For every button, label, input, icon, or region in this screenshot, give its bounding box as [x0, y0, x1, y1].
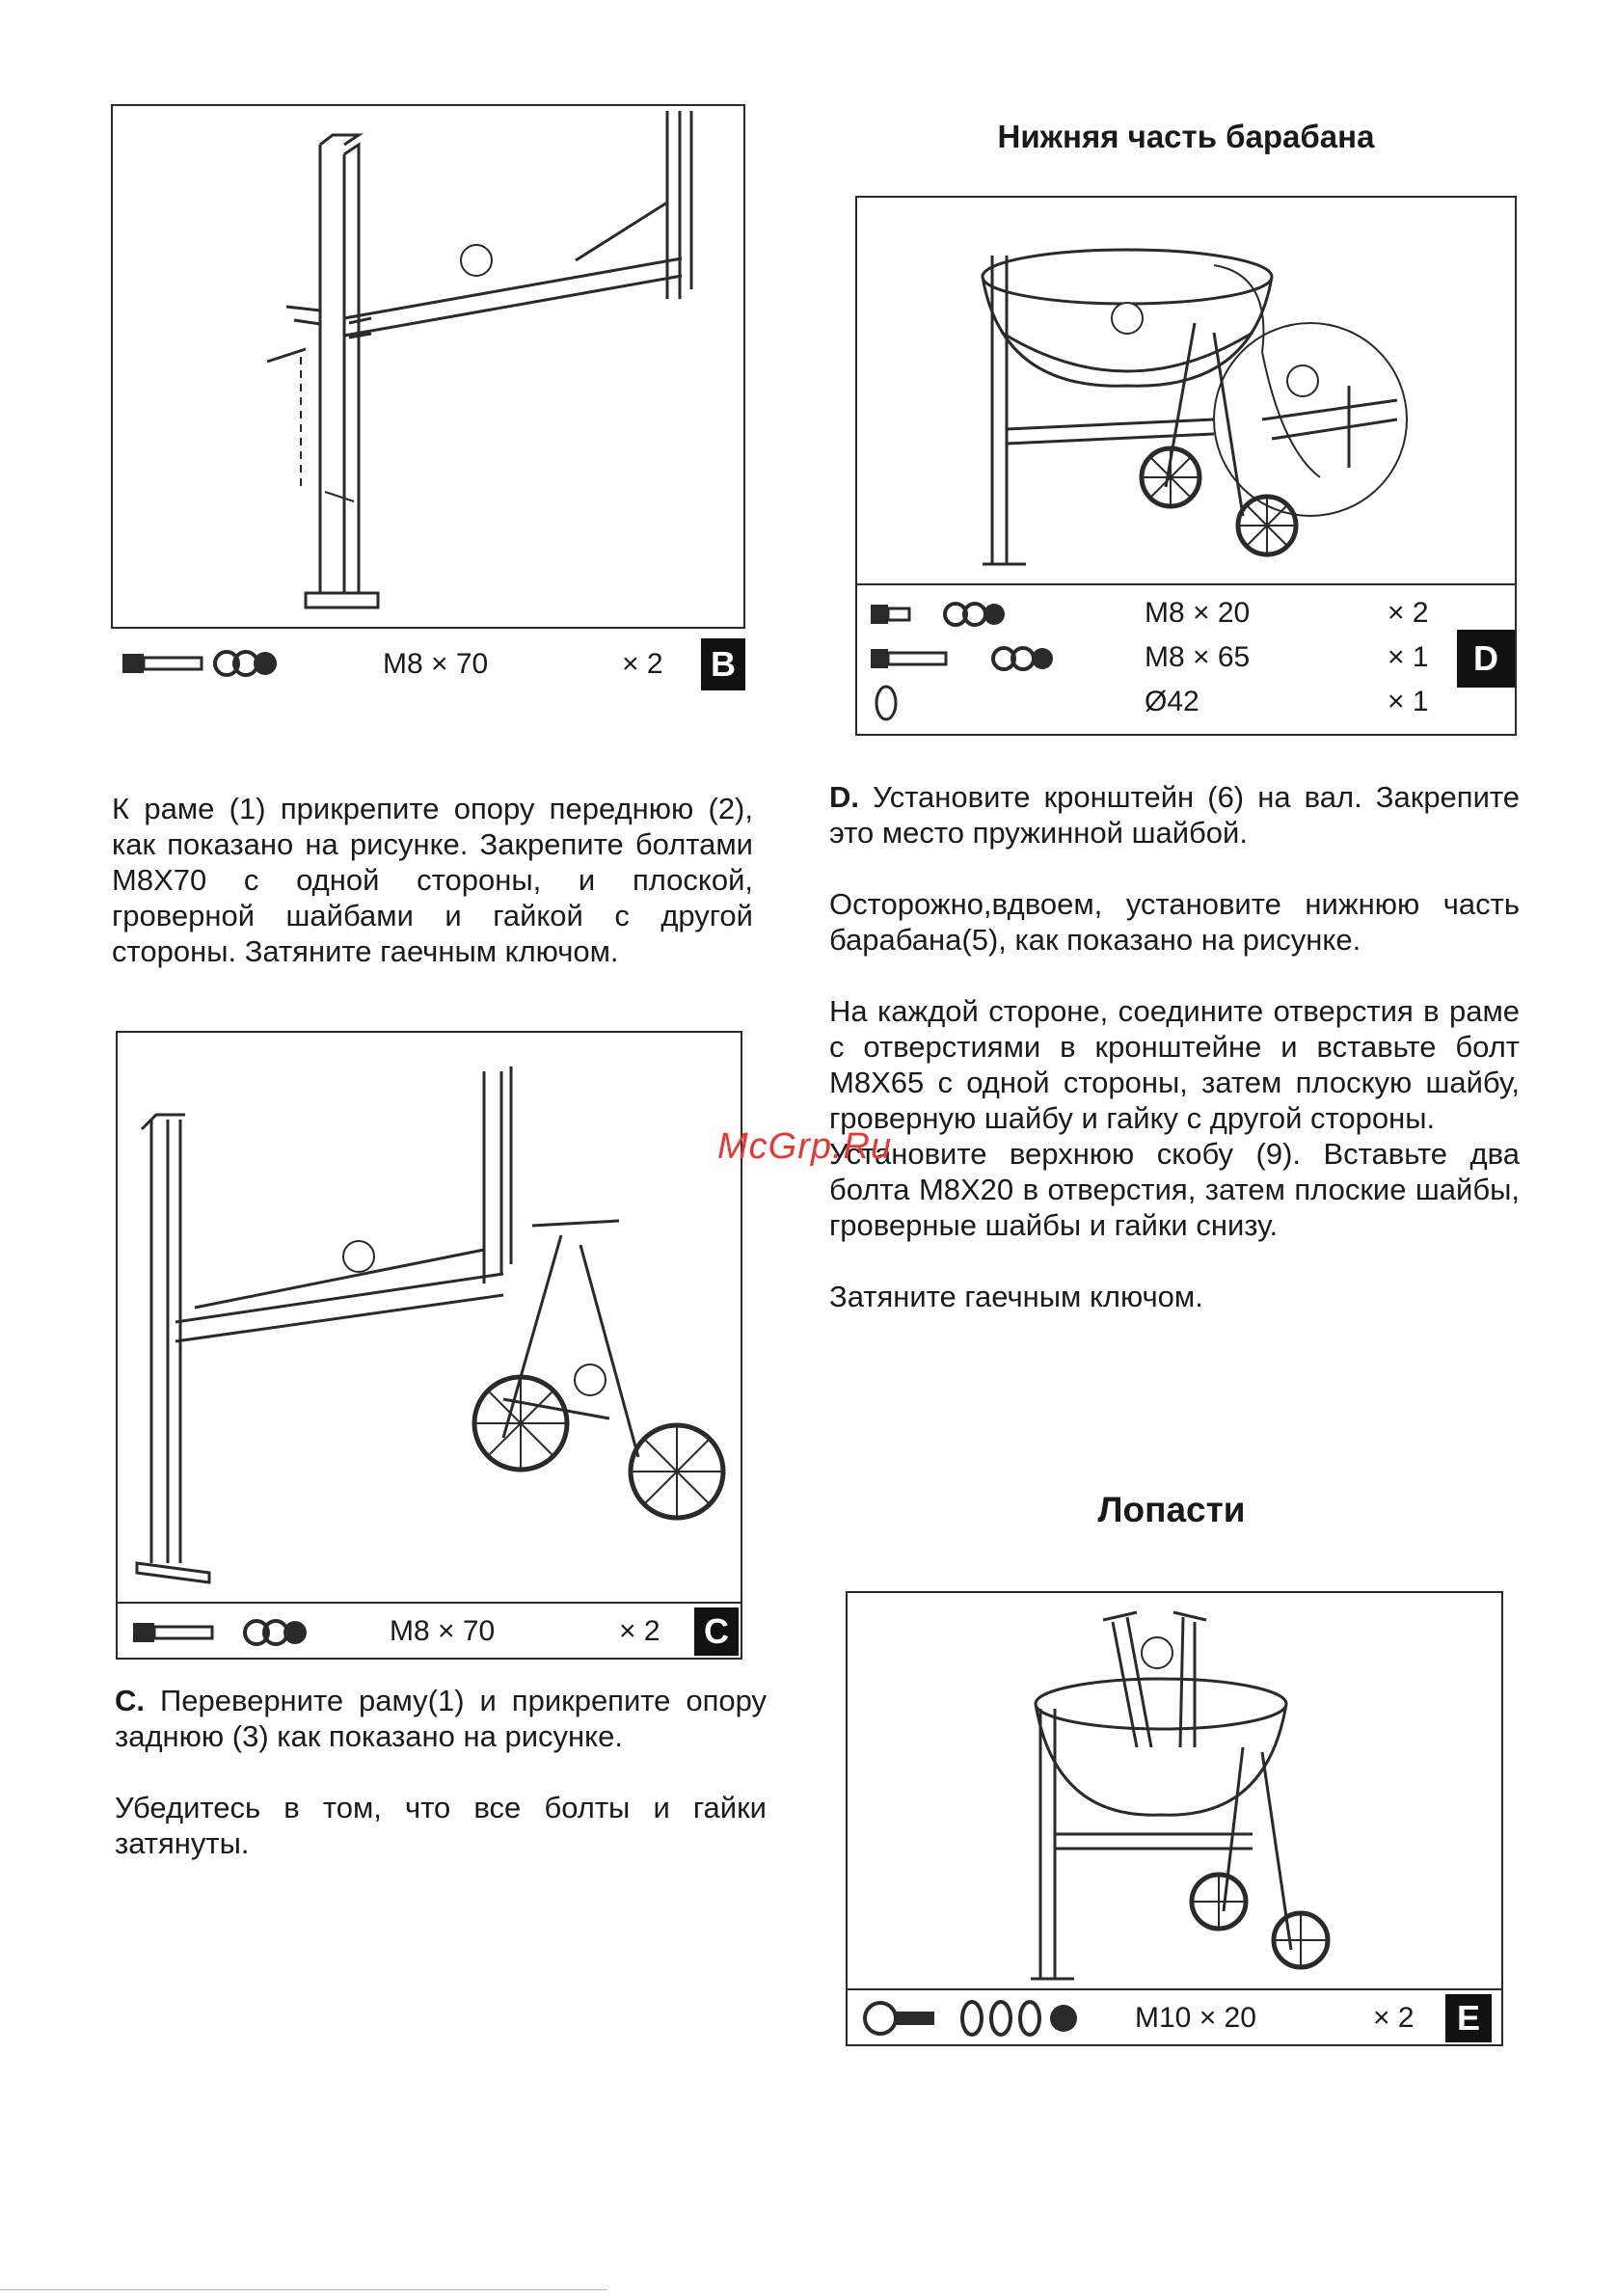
figure-d-size-2: M8 × 65: [1145, 641, 1251, 673]
instruction-d-p1: [829, 779, 1520, 851]
instruction-d-p4: Установите верхнюю скобу (9). Вставьте два болта М8Х20 в отверстия, затем плоские шайбы, гроверные шайбы и гайки снизу.: [829, 1137, 1520, 1242]
figure-b-bolt-size: M8 × 70: [383, 648, 489, 680]
instruction-c: [115, 1683, 767, 1861]
instruction-d-p3: На каждой стороне, соедините отверстия в раме с отверстиями в кронштейне и вставьте болт М8Х65 с одной стороны, затем плоскую шайбу, гроверную шайбу и гайку с другой стороны.: [829, 994, 1520, 1135]
instruction-d-p5: Затяните гаечным ключом.: [829, 1280, 1203, 1313]
figure-b-frame: [111, 104, 745, 627]
figure-e-badge: E: [1445, 1994, 1492, 2042]
instruction-c-note: Убедитесь в том, что все болты и гайки затянуты.: [115, 1791, 767, 1860]
figure-d-qty-2: × 1: [1388, 641, 1429, 673]
figure-d-size-3: Ø42: [1145, 686, 1199, 717]
figure-b-illustration: [113, 106, 747, 629]
figure-c-bolt-size: M8 × 70: [390, 1615, 496, 1647]
figure-e-bolt-size: M10 × 20: [1135, 2002, 1256, 2034]
figure-d-illustration: [857, 198, 1515, 583]
figure-d-frame: [855, 196, 1517, 736]
figure-e-qty: × 2: [1373, 2002, 1415, 2034]
figure-b-hardware: [111, 627, 745, 700]
figure-c-illustration: [118, 1033, 741, 1602]
bolt-icon: [121, 642, 333, 685]
figure-e-hardware: [848, 1988, 1501, 2046]
bolt-icon: [861, 1996, 1112, 2040]
figure-b-badge: B: [701, 638, 745, 690]
bolt-icon: [869, 595, 1033, 634]
heading-blades: Лопасти: [1097, 1490, 1246, 1529]
footer-rule: [0, 2289, 607, 2290]
bolt-icon: [131, 1611, 343, 1654]
ring-icon: [871, 682, 909, 724]
figure-d-size-1: M8 × 20: [1145, 597, 1251, 629]
figure-d-qty-3: × 1: [1388, 686, 1429, 717]
figure-c-qty: × 2: [619, 1615, 660, 1647]
figure-d-badge: D: [1457, 630, 1515, 688]
watermark: McGrp.Ru: [717, 1126, 893, 1167]
figure-c-frame: [116, 1031, 742, 1660]
instruction-c-body: Переверните раму(1) и прикрепите опору заднюю (3) как показано на рисунке.: [115, 1684, 767, 1753]
figure-c-badge: C: [694, 1607, 739, 1656]
figure-c-hardware: [118, 1602, 741, 1660]
figure-d-qty-1: × 2: [1388, 597, 1429, 629]
instruction-c-lead: C.: [115, 1684, 145, 1717]
figure-d-hardware: [857, 583, 1515, 736]
figure-e-illustration: [848, 1593, 1501, 1988]
instruction-c-p1: [115, 1683, 767, 1754]
instruction-d: [829, 779, 1520, 1314]
heading-drum-bottom: Нижняя часть барабана: [997, 119, 1375, 154]
instruction-d-p2: Осторожно,вдвоем, установите нижнюю часть барабана(5), как показано на рисунке.: [829, 887, 1520, 957]
instruction-d-lead: D.: [829, 780, 859, 814]
instruction-d-body: Установите кронштейн (6) на вал. Закрепите это место пружинной шайбой.: [829, 780, 1520, 850]
bolt-icon: [869, 639, 1062, 678]
instruction-b: К раме (1) прикрепите опору переднюю (2), как показано на рисунке. Закрепите болтами М8Х70 с одной стороны, и плоской, гроверной шайбами и гайкой с другой стороны. Затяните гаечным ключом.: [112, 792, 753, 968]
figure-b-qty: × 2: [622, 648, 663, 680]
figure-e-frame: [846, 1591, 1503, 2046]
